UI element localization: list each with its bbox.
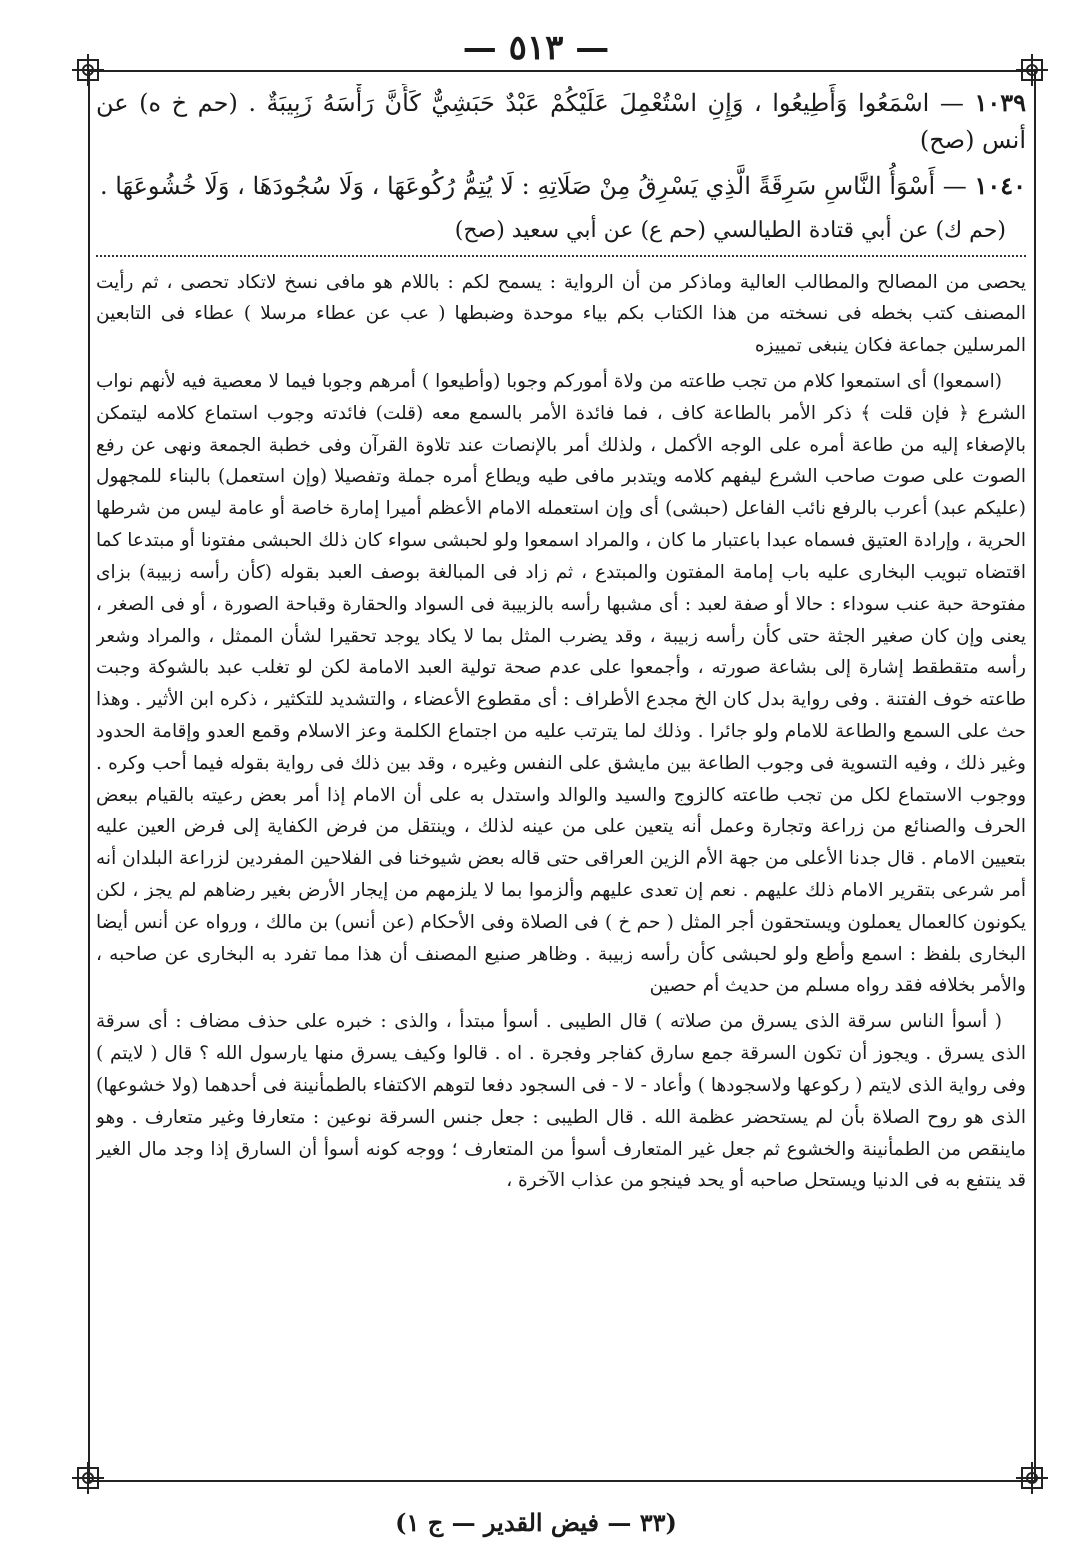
ornament-icon [1014,52,1050,88]
hadith-number: ١٠٣٩ [974,88,1026,117]
section-divider [96,255,1026,257]
commentary-paragraph: ( أسوأ الناس سرقة الذى يسرق من صلاته ) قال الطيبى . أسوأ مبتدأ ، والذى : خبره على حذف مضاف : أى سرقة الذى يسرق . ويجوز أن تكون السرقة جمع سارق كفاجر وفجرة . اه . قالوا وكيف يسرق منها يارسول الله ؟ قال ( لايتم ) وفى رواية الذى لايتم ( ركوعها ولاسجودها ) وأعاد - لا - فى السجود دفعا لتوهم الاكتفاء بالطمأنينة فى أحدهما (ولا خشوعها) الذى هو روح الصلاة بأن لم يستحضر عظمة الله . قال الطيبى : جعل جنس السرقة نوعين : متعارفا وغير متعارف . وهو ماينقص من الطمأنينة والخشوع ثم جعل غير المتعارف أسوأ من المتعارف ؛ ووجه كونه أسوأ أن السارق إذا وجد مال الغير قد ينتفع به فى الدنيا ويستحل صاحبه أو يحد فينجو من عذاب الآخرة ، [96,1011,1026,1192]
footer-title: (٣٣ — فيض القدير — ج ١) [395,1508,677,1537]
page-number: — ٥١٣ — [462,28,610,68]
hadith-source: (حم ك) عن أبي قتادة الطيالسي (حم ع) عن أبي سعيد (صح) [454,217,1006,243]
commentary-paragraph: (اسمعوا) أى استمعوا كلام من تجب طاعته من ولاة أموركم وجوبا (وأطيعوا ) أمرهم وجوبا فيما لا معصية فيه لأنهم نواب الشرع ﴿ فإن قلت ﴾ ذكر الأمر بالطاعة كاف ، فما فائدة الأمر بالسمع معه (قلت) فائدته وجوب استماع كلامه ليتمكن بالإصغاء إليه من طاعة أمره على الوجه الأكمل ، ولذلك أمر بالإنصات عند تلاوة القرآن وفى خطبة الجمعة ونهى عن رفع الصوت على صوت صاحب الشرع ليفهم كلامه ويتدبر مافى طيه ويطاع أمره جملة وتفصيلا (وإن استعمل) بالبناء للمجهول (عليكم عبد) أعرب بالرفع نائب الفاعل (حبشى) أى وإن استعمله الامام الأعظم أميرا إمارة خاصة أو عامة ليس من شرطها الحرية ، وإرادة العتيق فسماه عبدا باعتبار ما كان ، والمراد اسمعوا ولو لحبشى سواء كان ذلك الحبشى مفتونا أو مبتدعا كما اقتضاه تبويب البخارى عليه باب إمامة المفتون والمبتدع ، ثم زاد فى المبالغة بوصف العبد بقوله (كأن رأسه زبيبة) بزاى مفتوحة حبة عنب سوداء : حالا أو صفة لعبد : أى مشبها رأسه بالزبيبة فى السواد والحقارة وقباحة الصورة ، أو فى الصغر ، يعنى وإن كان صغير الجثة حتى كأن رأسه زبيبة ، وقد يضرب المثل بما لا يكاد يوجد تحقيرا لشأن الممثل ، والمراد وشعر رأسه متقطقط إشارة إلى بشاعة صورته ، وأجمعوا على عدم صحة تولية العبد الامامة لكن لو تغلب عبد بالشوكة وجبت طاعته خوف الفتنة . وفى رواية بدل كان الخ مجدع الأطراف : أى مقطوع الأعضاء ، والتشديد للتكثير ، ذكره ابن الأثير . وهذا حث على السمع والطاعة للامام ولو جائرا . وذلك لما يترتب عليه من اجتماع الكلمة وعز الاسلام وقمع العدو وإقامة الحدود وغير ذلك ، وفيه التسوية فى وجوب الطاعة بين مايشق على النفس وغيره ، وقد بين ذلك فى رواية بقوله فيما أحب وكره . ووجوب الاستماع لكل من تجب طاعته كالزوج والسيد والوالد واستدل به على أن الامام إذا أمر بعض رعيته بالقيام ببعض الحرف والصنائع من زراعة وتجارة وعمل أنه يتعين على من عينه لذلك ، وينتقل من فرض الكفاية إلى فرض العين عليه بتعيين الامام . قال جدنا الأعلى من جهة الأم الزين العراقى حتى قاله بعض شيوخنا فى الفلاحين المفردين لزراعة البلدان أنه أمر شرعى بتقرير الامام ذلك عليهم . نعم إن تعدى عليهم وألزموا بما لا يلزمهم من إيجار الأرض بغير رضاهم لم يجز ، لكن يكونون كالعمال يعملون ويستحقون أجر المثل ( حم خ ) فى الصلاة وفى الأحكام (عن أنس) بن مالك ، ورواه عن أنس أيضا البخارى بلفظ : اسمع وأطع ولو لحبشى كأن رأسه زبيبة . وظاهر صنيع المصنف أن هذا مما تفرد به البخارى عن صاحبه ، والأمر بخلافه فقد رواه مسلم من حديث أم حصين [96,371,1026,997]
hadith-1039 [96,84,1026,159]
hadith-1040 [96,167,1026,205]
commentary-paragraph: يحصى من المصالح والمطالب العالية وماذكر من أن الرواية : يسمح لكم : باللام هو مافى نسخ لاتكاد تحصى ، ثم رأيت المصنف كتب بخطه فى نسخته من هذا الكتاب بكم بياء موحدة وضبطها ( عب عن عطاء مرسلا ) عطاء فى التابعين المرسلين جماعة فكان ينبغى تمييزه [96,271,1026,357]
hadith-number: ١٠٤٠ [974,171,1026,201]
hadith-text: — اسْمَعُوا وَأَطِيعُوا ، وَإِنِ اسْتُعْمِلَ عَلَيْكُمْ عَبْدٌ حَبَشِيٌّ كَأَنَّ رَأْسَهُ زَبِيبَةٌ . (حم خ ه) عن أنس (صح) [96,89,1026,155]
ornament-icon [70,52,106,88]
hadith-text: — أَسْوَأُ النَّاسِ سَرِقَةً الَّذِي يَسْرِقُ مِنْ صَلَاتِهِ : لَا يُتِمُّ رُكُوعَهَا ، وَلَا سُجُودَهَا ، وَلَا خُشُوعَهَا . [99,172,967,201]
page-content [96,84,1026,1474]
